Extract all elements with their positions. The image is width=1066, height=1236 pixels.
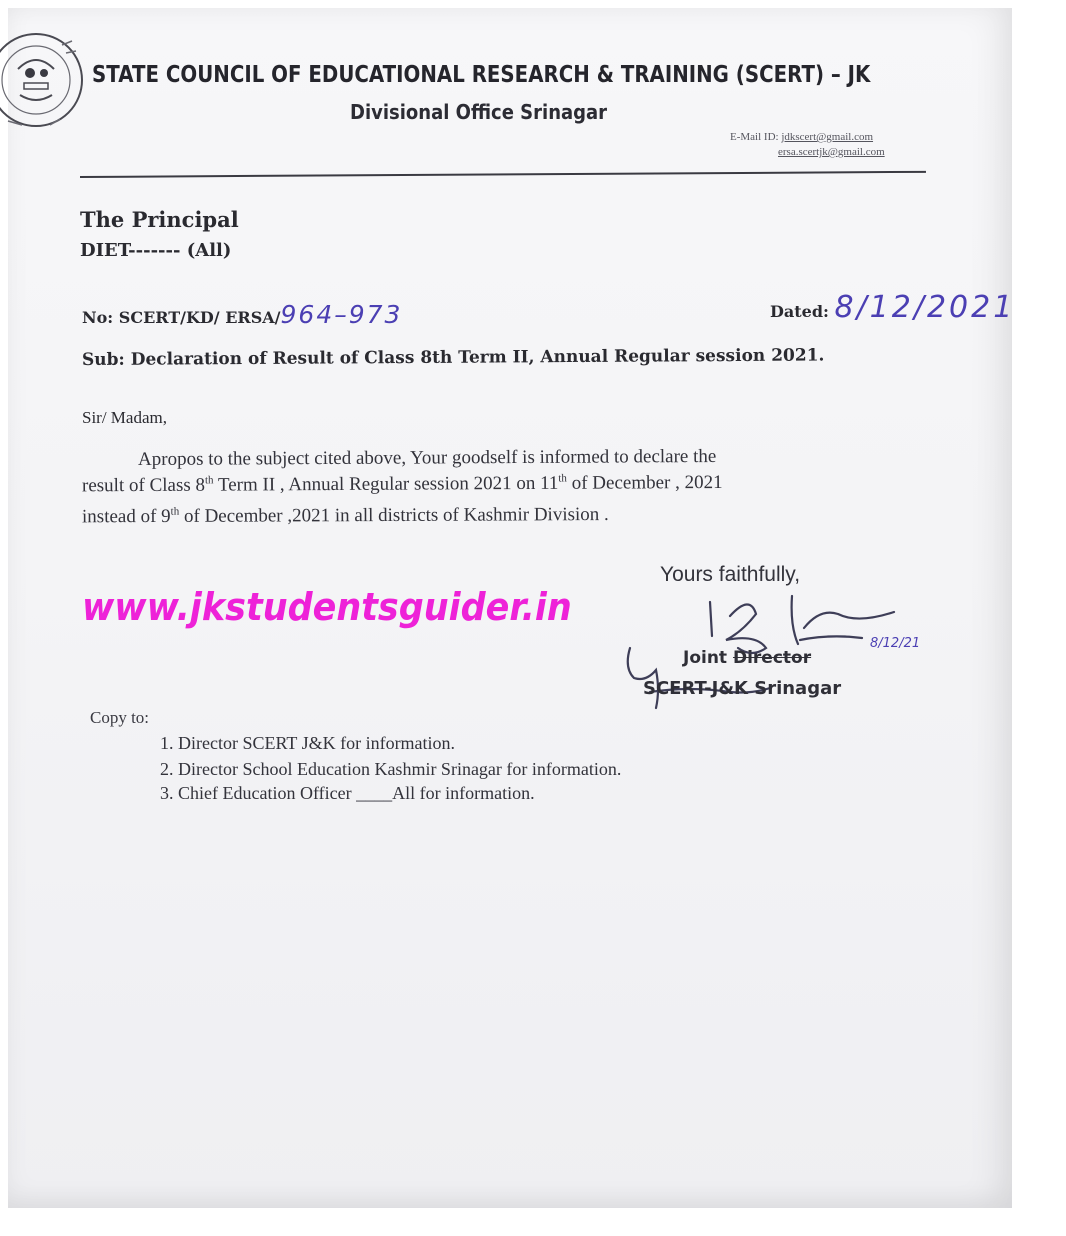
copy-to-item: 3. Chief Education Officer ____All for information. [160,783,535,803]
email-block [730,130,885,160]
superscript: th [204,474,214,487]
dated-line [770,290,1015,325]
divisional-office: Divisional Office Srinagar [350,100,608,124]
email-label: E-Mail ID: [730,131,779,143]
body-text: of December , 2021 [566,471,723,494]
body-text: of December ,2021 in all districts of Kashmir Division . [179,504,609,527]
body-line-3 [82,504,609,529]
reference-label: No: SCERT/KD/ ERSA/ [82,308,281,327]
dated-label: Dated: [770,302,829,321]
reference-handwritten: 964–973 [280,300,403,329]
salutation: Sir/ Madam, [82,408,167,427]
signatory-organization: SCERT-J&K Srinagar [643,678,842,699]
body-line-2 [82,472,723,498]
copy-to-item: 1. Director SCERT J&K for information. [160,733,456,753]
email-secondary: ersa.scertjk@gmail.com [778,146,885,158]
organization-name: STATE COUNCIL OF EDUCATIONAL RESEARCH & TRAINING (SCERT) – JK [92,62,871,88]
addressee-office: DIET------- (All) [80,240,232,261]
copy-to-label: Copy to: [90,708,150,727]
signatory-title [683,648,811,668]
scert-emblem-logo [0,25,84,135]
body-text: instead of 9 [81,505,171,528]
body-text: result of Class 8 [81,474,206,497]
email-primary: jdkscert@gmail.com [781,131,874,143]
website-watermark: www.jkstudentsguider.in [82,585,572,629]
signature-date: 8/12/21 [870,636,921,651]
superscript: th [170,505,180,518]
body-text: Term II , Annual Regular session 2021 on 11 [213,472,559,496]
signatory-title-part: Joint [683,648,733,668]
subject-line: Sub: Declaration of Result of Class 8th Term II, Annual Regular session 2021. [81,345,825,370]
signatory-title-part: Director [732,648,812,668]
superscript: th [558,472,567,485]
closing: Yours faithfully, [660,563,801,586]
addressee-title: The Principal [80,207,239,232]
copy-to-item: 2. Director School Education Kashmir Srinagar for information. [160,759,622,779]
body-line-1: Apropos to the subject cited above, Your goodself is informed to declare the [137,445,717,470]
dated-handwritten: 8/12/2021 [834,290,1016,325]
reference-number [82,300,402,329]
